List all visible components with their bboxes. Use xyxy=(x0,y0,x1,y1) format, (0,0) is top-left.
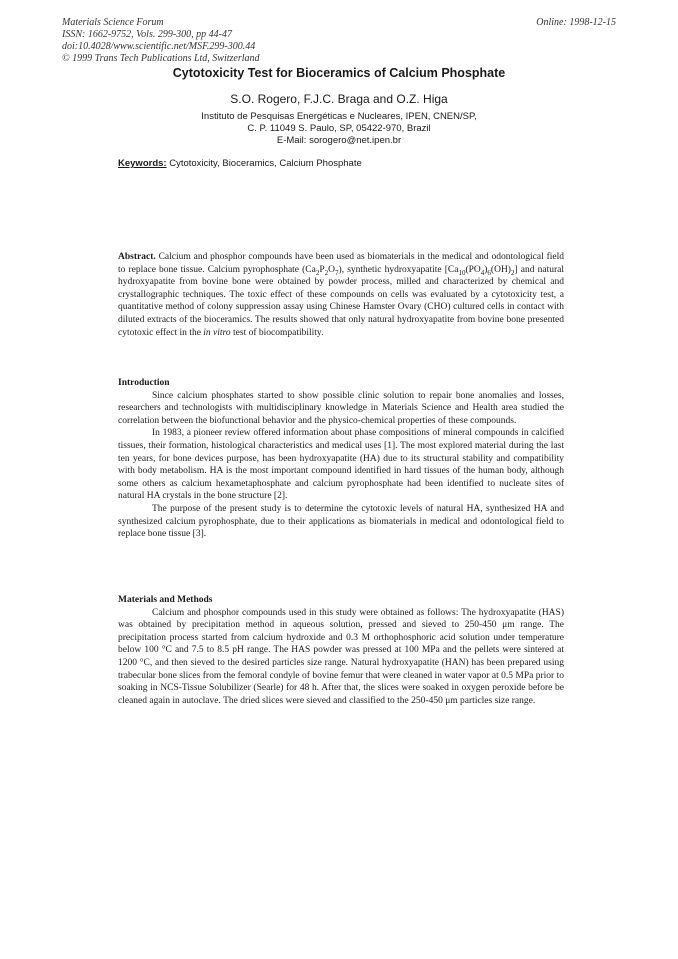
introduction-paragraph-1: Since calcium phosphates started to show possible clinic solution to repair bone anomalies and losses, researchers and technologists with multidisciplinary knowledge in Materials Science and Health area studied the correlation between the biofunctional behavior and the physico-chemical properties of these compounds. xyxy=(118,390,564,426)
journal-info xyxy=(62,17,260,65)
affiliation-line-2: C. P. 11049 S. Paulo, SP, 05422-970, Brazil xyxy=(247,123,431,134)
keywords xyxy=(118,158,362,169)
affiliation-line-1: Instituto de Pesquisas Energéticas e Nucleares, IPEN, CNEN/SP, xyxy=(201,111,477,122)
abstract-label: Abstract. xyxy=(118,252,156,262)
introduction-paragraph-2: In 1983, a pioneer review offered information about phase compositions of mineral compounds in calcified tissues, their formation, histological characteristics and medical uses [1]. The most explored material during the last ten years, for bone devices purpose, has been hydroxyapatite (HA) due to its structural stability and compatibility with body metabolism. HA is the most important compound identified in hard tissues of the human body, although some others as calcium hexametaphosphate and calcium pyrophosphate had been identified to nucleate sites of natural HA crystals in the bone structure [2]. xyxy=(118,428,564,502)
abstract-section xyxy=(118,251,564,339)
copyright-line: © 1999 Trans Tech Publications Ltd, Switzerland xyxy=(62,53,260,64)
keywords-label: Keywords: xyxy=(118,158,167,169)
author-list: S.O. Rogero, F.J.C. Braga and O.Z. Higa xyxy=(230,92,448,106)
introduction-section xyxy=(118,377,564,541)
email-line[interactable]: E-Mail: sorogero@net.ipen.br xyxy=(276,135,402,146)
keywords-text: Cytotoxicity, Bioceramics, Calcium Phosphate xyxy=(166,158,362,169)
methods-section xyxy=(118,594,564,707)
methods-paragraph-1: Calcium and phosphor compounds used in this study were obtained as follows: The hydroxyapatite (HAS) was obtained by precipitation method in aqueous solution, pressed and sieved to 250-450 μm range. The precipitation process started from calcium hydroxide and 0.3 M orthophosphoric acid solution under temperature below 100 °C and 7.5 to 8.5 pH range. The HAS powder was pressed at 100 MPa and the pellets were sintered at 1200 °C, and then sieved to the desired particles size range. Natural hydroxyapatite (HAN) has been prepared using trabecular bone slices from the femoral condyle of bovine femur that were cleaned in water vapor at 0.5 MPa prior to soaking in NCS-Tissue Solubilizer (Searle) for 48 h. After that, the slices were soaked in oxygen peroxide before be cleaned again in autoclave. The dried slices were sieved and classified to the 250-450 μm particles size range. xyxy=(118,607,564,706)
journal-name: Materials Science Forum xyxy=(62,17,164,28)
doi-link[interactable]: doi:10.4028/www.scientific.net/MSF.299-300.44 xyxy=(62,41,256,52)
introduction-paragraph-3: The purpose of the present study is to determine the cytotoxic levels of natural HA, synthesized HA and synthesized calcium pyrophosphate, due to their applications as biomaterials in medical and odontological field to replace bone tissue [3]. xyxy=(118,503,564,540)
paper-title: Cytotoxicity Test for Bioceramics of Calcium Phosphate xyxy=(172,66,506,80)
issn-line: ISSN: 1662-9752, Vols. 299-300, pp 44-47 xyxy=(62,29,232,40)
introduction-heading: Introduction xyxy=(118,378,170,388)
methods-heading: Materials and Methods xyxy=(118,595,213,605)
abstract-paragraph: Abstract. Calcium and phosphor compounds have been used as biomaterials in the medical and odontological field to replace bone tissue. Calcium pyrophosphate $(Ca_2P_2O_7)$, synthetic hydroxyapatite $[Ca_{10}(PO_4)_6(OH)_2]$ and natural hydroxyapatite from bovine bone were obtained by powder process, milled and characterized by chemical and crystallographic techniques. The toxic effect of these compounds on cells was evaluated by a cytotoxicity test, a quantitative method of colony suppression assay using Chinese Hamster Ovary (CHO) cultured cells in contact with diluted extracts of the bioceramics. The results showed that only natural hydroxyapatite from bovine bone presented cytotoxic effect in the in vitro test of biocompatibility. xyxy=(118,252,564,338)
affiliation xyxy=(0,111,678,147)
online-date: Online: 1998-12-15 xyxy=(536,17,616,28)
